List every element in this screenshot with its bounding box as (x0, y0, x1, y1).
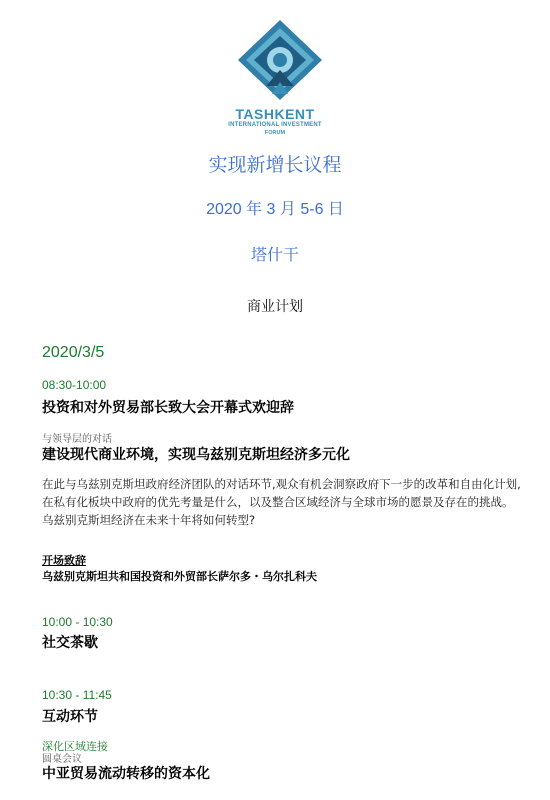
brand-subtitle-forum: FORUM (264, 130, 286, 136)
session-title: 建设现代商业环境，实现乌兹别克斯坦经济多元化 (42, 447, 350, 463)
session-tag: 深化区域连接 (42, 740, 108, 753)
opening-speech-label: 开场致辞 (42, 554, 86, 567)
page-title: 实现新增长议程 (208, 154, 342, 176)
brand-name: TASHKENT (235, 106, 315, 122)
session-title: 投资和对外贸易部长致大会开幕式欢迎辞 (42, 400, 294, 416)
session-time: 10:00 - 10:30 (42, 615, 113, 629)
tashkent-forum-logo-icon (236, 18, 324, 102)
session-title: 互动环节 (42, 709, 98, 725)
section-heading: 商业计划 (247, 299, 303, 315)
session-title: 社交茶歇 (42, 635, 98, 651)
speaker-name: 乌兹别克斯坦共和国投资和外贸部长萨尔多・乌尔扎科夫 (42, 570, 317, 583)
session-description: 在此与乌兹别克斯坦政府经济团队的对话环节,观众有机会洞察政府下一步的改革和自由化计划,在私有化板块中政府的优先考量是什么，以及整合区域经济与全球市场的愿景及存在的挑战。乌兹别克斯坦经济在未来十年将如何转型? (42, 477, 521, 527)
session-time: 10:30 - 11:45 (42, 688, 112, 702)
brand-subtitle: INTERNATIONAL INVESTMENT (228, 122, 322, 128)
session-subtitle: 圆桌会议 (42, 754, 82, 765)
session-time: 08:30-10:00 (42, 378, 107, 392)
event-city: 塔什干 (250, 245, 299, 264)
event-date: 2020 年 3 月 5-6 日 (206, 201, 344, 218)
session-title: 中亚贸易流动转移的资本化 (42, 766, 210, 782)
session-subtitle: 与领导层的对话 (42, 434, 112, 445)
agenda-day: 2020/3/5 (42, 344, 105, 361)
